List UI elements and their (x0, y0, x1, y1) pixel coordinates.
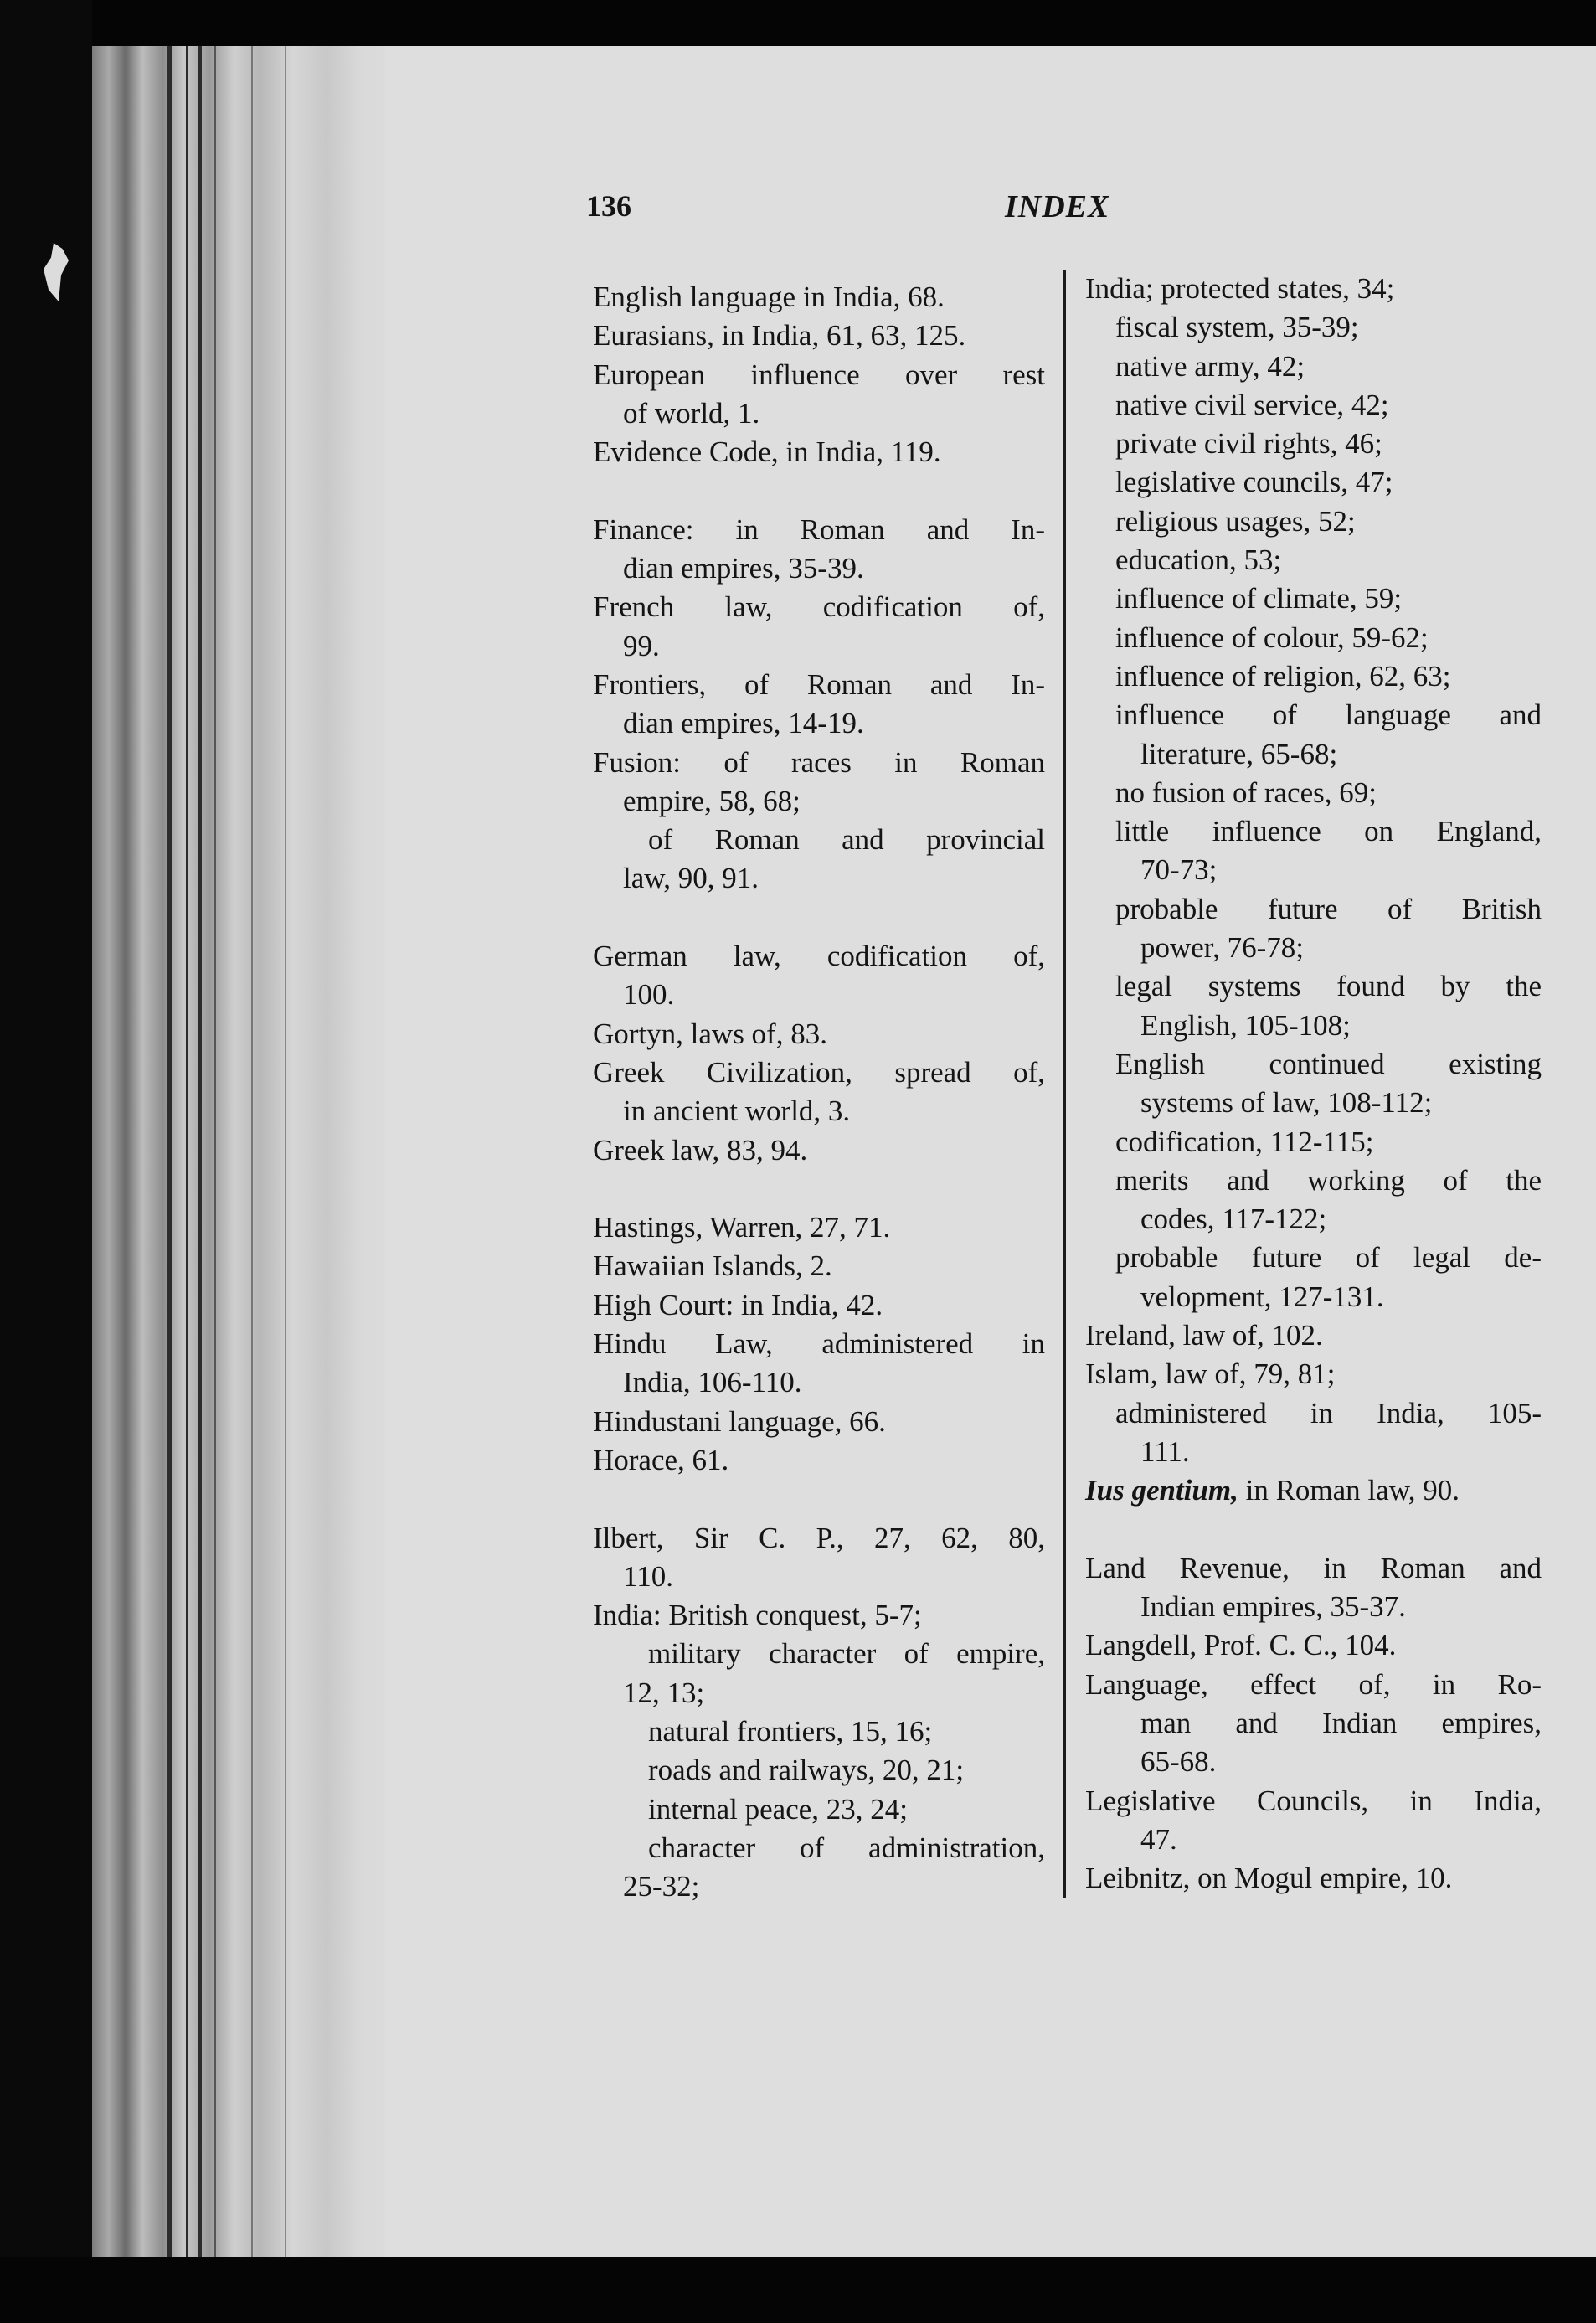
index-subentry: legislative councils, 47; (1115, 466, 1393, 499)
index-column-right (1085, 270, 1542, 1898)
index-subentry: internal peace, 23, 24; (648, 1792, 909, 1826)
index-gap (593, 899, 1045, 937)
index-subentry: roads and railways, 20, 21; (648, 1754, 965, 1787)
index-subentry: little influence on England, (1115, 815, 1542, 848)
index-subentry: power, 76-78; (1140, 931, 1304, 965)
index-entry: Greek Civilization, spread of, (593, 1055, 1045, 1089)
index-entry: French law, codification of, (593, 590, 1045, 624)
index-subentry: systems of law, 108-112; (1140, 1086, 1433, 1120)
index-entry: Ireland, law of, 102. (1085, 1319, 1323, 1352)
index-entry: India; protected states, 34; (1085, 272, 1395, 305)
index-entry: Language, effect of, in Ro- (1085, 1667, 1542, 1701)
index-subentry: probable future of British (1115, 892, 1542, 925)
index-subentry: 47. (1140, 1822, 1177, 1856)
italic-term: Ius gentium, (1085, 1474, 1238, 1507)
index-subentry: 100. (623, 978, 675, 1012)
index-subentry: education, 53; (1115, 543, 1282, 577)
page-edge-line (198, 46, 202, 2257)
index-entry: Hindustani language, 66. (593, 1404, 886, 1438)
index-subentry: in ancient world, 3. (623, 1095, 851, 1128)
index-entry: Horace, 61. (593, 1443, 729, 1476)
index-subentry: empire, 58, 68; (623, 784, 801, 817)
dust-speck (44, 243, 69, 301)
index-subentry: velopment, 127-131. (1140, 1280, 1384, 1313)
index-subentry: probable future of legal de- (1115, 1241, 1542, 1275)
index-entry: Legislative Councils, in India, (1085, 1784, 1542, 1817)
index-subentry: native army, 42; (1115, 349, 1305, 383)
index-entry: Hastings, Warren, 27, 71. (593, 1211, 891, 1244)
index-subentry: influence of religion, 62, 63; (1115, 659, 1451, 693)
index-entry: Islam, law of, 79, 81; (1085, 1357, 1336, 1391)
index-subentry: of world, 1. (623, 396, 760, 430)
book-gutter (92, 46, 389, 2257)
index-subentry: man and Indian empires, (1140, 1706, 1542, 1739)
index-gap (593, 1480, 1045, 1518)
index-subentry: character of administration, (648, 1831, 1045, 1864)
entry-reference: in Roman law, 90. (1238, 1474, 1460, 1507)
scan-bottom-border (0, 2257, 1596, 2323)
index-gap (593, 1170, 1045, 1208)
page-edge-line (251, 46, 253, 2257)
page-edge-line (285, 46, 286, 2257)
index-subentry: India, 106-110. (623, 1366, 802, 1399)
index-entry: High Court: in India, 42. (593, 1288, 883, 1321)
page-number: 136 (586, 189, 631, 223)
index-entry (1085, 1471, 1542, 1510)
index-entry: Hawaiian Islands, 2. (593, 1249, 832, 1283)
index-subentry: 65-68. (1140, 1745, 1217, 1779)
index-subentry: 12, 13; (623, 1676, 705, 1709)
index-entry: Ilbert, Sir C. P., 27, 62, 80, (593, 1521, 1045, 1554)
running-head: INDEX (1005, 189, 1110, 224)
index-subentry: literature, 65-68; (1140, 737, 1338, 770)
column-divider (1063, 270, 1066, 1898)
scan-left-border (0, 0, 92, 2323)
index-subentry: merits and working of the (1115, 1163, 1542, 1197)
index-entry: Evidence Code, in India, 119. (593, 435, 941, 469)
index-subentry: law, 90, 91. (623, 862, 759, 895)
index-subentry: influence of climate, 59; (1115, 582, 1403, 616)
index-gap (593, 471, 1045, 510)
index-subentry: English, 105-108; (1140, 1008, 1351, 1042)
index-entry: German law, codification of, (593, 940, 1045, 973)
index-column-left (593, 278, 1045, 1906)
index-subentry: of Roman and provincial (648, 823, 1045, 857)
index-entry: Fusion: of races in Roman (593, 745, 1045, 779)
index-subentry: private civil rights, 46; (1115, 427, 1382, 461)
index-subentry: influence of language and (1115, 698, 1542, 732)
index-entry: Greek law, 83, 94. (593, 1133, 808, 1167)
index-subentry: religious usages, 52; (1115, 504, 1356, 538)
index-entry: English language in India, 68. (593, 281, 945, 313)
index-entry: India: British conquest, 5-7; (593, 1599, 922, 1632)
index-subentry: codification, 112-115; (1115, 1125, 1374, 1158)
index-subentry: 70-73; (1140, 853, 1218, 887)
index-subentry: influence of colour, 59-62; (1115, 621, 1429, 654)
index-subentry: codes, 117-122; (1140, 1203, 1327, 1236)
page-edge-line (167, 46, 172, 2257)
index-subentry: natural frontiers, 15, 16; (648, 1714, 933, 1748)
page-edge-line (186, 46, 188, 2257)
index-subentry: administered in India, 105- (1115, 1396, 1542, 1429)
index-entry: Hindu Law, administered in (593, 1327, 1045, 1361)
index-subentry: English continued existing (1115, 1047, 1542, 1080)
index-entry: Land Revenue, in Roman and (1085, 1551, 1542, 1584)
index-entry: European influence over rest (593, 358, 1045, 391)
index-subentry: 111. (1140, 1434, 1190, 1468)
index-subentry: 99. (623, 629, 660, 662)
index-subentry: 110. (623, 1559, 673, 1593)
index-entry: Langdell, Prof. C. C., 104. (1085, 1629, 1397, 1662)
index-gap (1085, 1511, 1542, 1549)
index-subentry: 25-32; (623, 1870, 700, 1903)
index-subentry: native civil service, 42; (1115, 388, 1389, 421)
index-entry: Eurasians, in India, 61, 63, 125. (593, 319, 966, 353)
index-subentry: dian empires, 14-19. (623, 707, 864, 740)
index-entry: Finance: in Roman and In- (593, 513, 1045, 546)
index-subentry: military character of empire, (648, 1637, 1045, 1671)
index-subentry: fiscal system, 35-39; (1115, 311, 1359, 344)
index-subentry: legal systems found by the (1115, 970, 1542, 1003)
index-entry: Frontiers, of Roman and In- (593, 667, 1045, 701)
index-subentry: no fusion of races, 69; (1115, 775, 1377, 809)
index-entry: Leibnitz, on Mogul empire, 10. (1085, 1862, 1453, 1895)
page-edge-line (214, 46, 216, 2257)
scan-top-border (0, 0, 1596, 52)
index-subentry: dian empires, 35-39. (623, 552, 864, 585)
index-subentry: Indian empires, 35-37. (1140, 1590, 1406, 1624)
index-entry: Gortyn, laws of, 83. (593, 1017, 827, 1050)
